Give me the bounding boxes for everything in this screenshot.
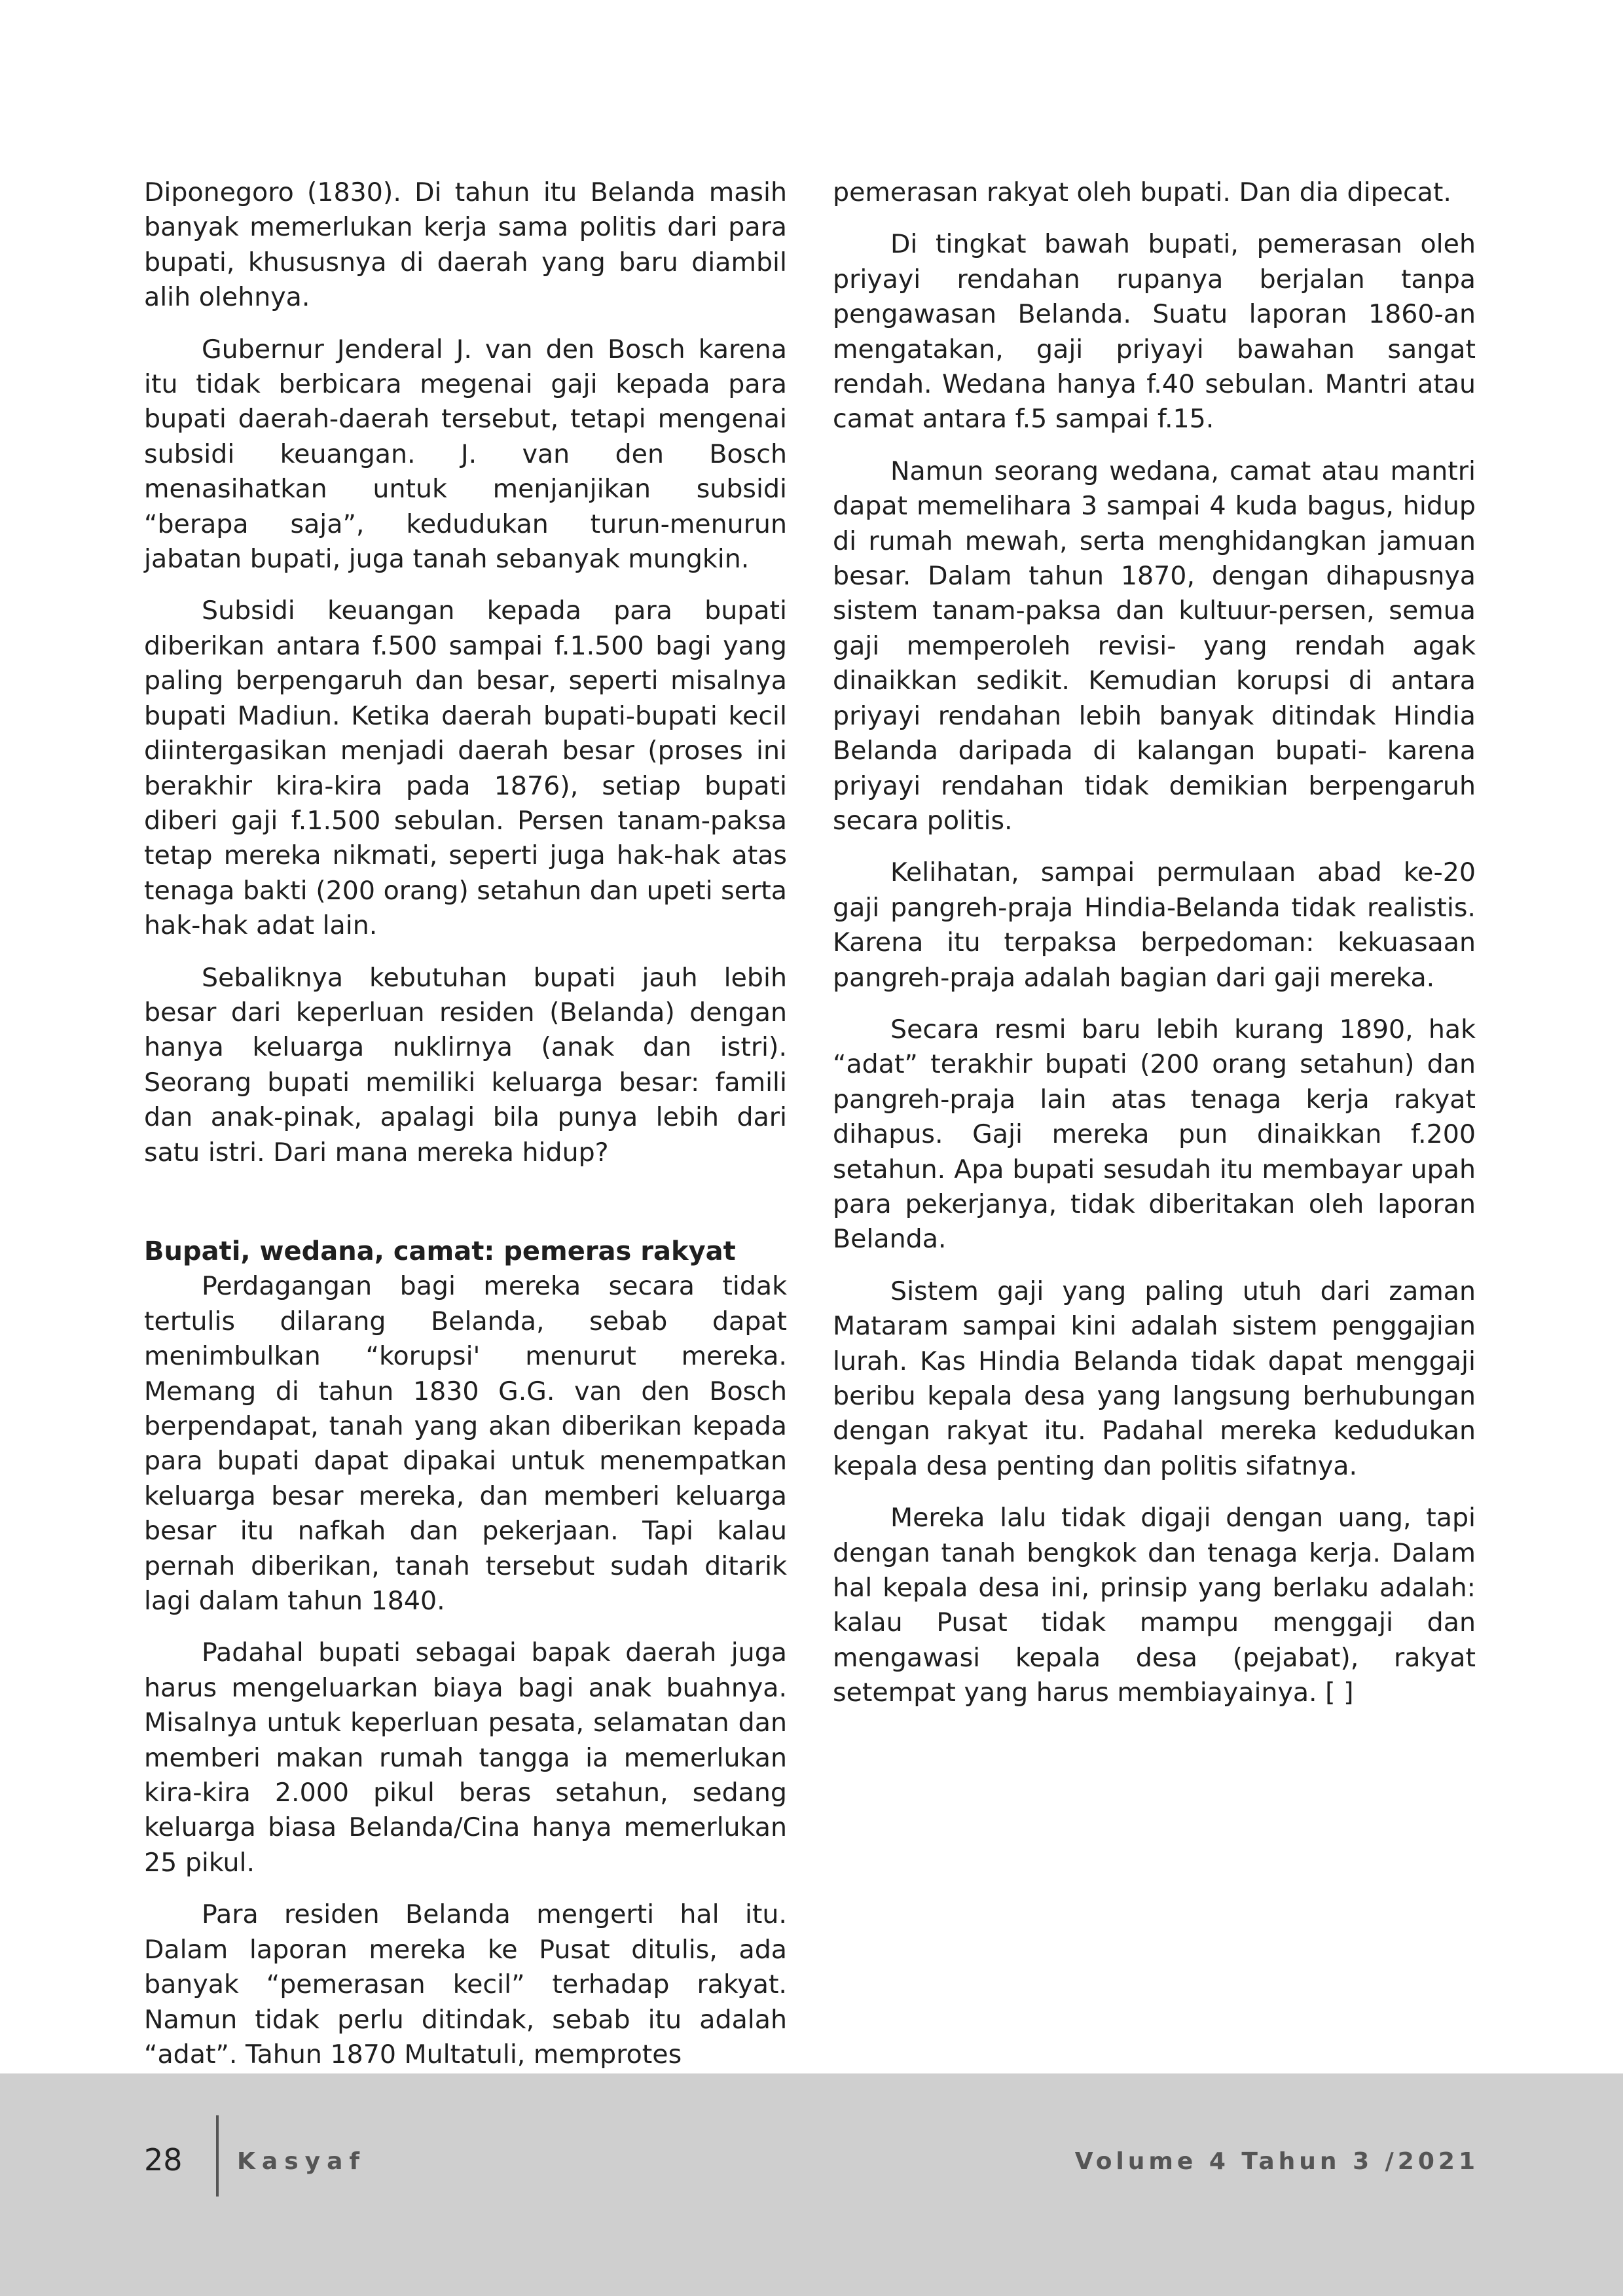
page-number: 28 bbox=[144, 2142, 183, 2178]
paragraph: Padahal bupati sebagai bapak daerah juga harus mengeluarkan biaya bagi anak buahnya. Misalnya untuk keperluan pesata, selamatan dan memberi makan rumah tangga ia memerlukan kira-kira 2.000 pikul beras setahun, sedang keluarga biasa Belanda/Cina hanya memerlukan 25 pikul. bbox=[144, 1638, 787, 1878]
paragraph: Mereka lalu tidak digaji dengan uang, tapi dengan tanah bengkok dan tenaga kerja. Dalam hal kepala desa ini, prinsip yang berlaku adalah: kalau Pusat tidak mampu menggaji dan mengawasi kepala desa (pejabat), rakyat setempat yang harus membiayainya. [ ] bbox=[833, 1503, 1476, 1708]
paragraph: Secara resmi baru lebih kurang 1890, hak “adat” terakhir bupati (200 orang setahun) dan pangreh-praja lain atas tenaga kerja rakyat dihapus. Gaji mereka pun dinaikkan f.200 setahun. Apa bupati sesudah itu membayar upah para pekerjanya, tidak diberitakan oleh laporan Belanda. bbox=[833, 1014, 1476, 1255]
paragraph: Gubernur Jenderal J. van den Bosch karena itu tidak berbicara megenai gaji kepada para bupati daerah-daerah tersebut, tetapi mengenai subsidi keuangan. J. van den Bosch menasihatkan untuk menjanjikan subsidi “berapa saja”, kedudukan turun-menurun jabatan bupati, juga tanah sebanyak mungkin. bbox=[144, 334, 787, 575]
section-heading: Bupati, wedana, camat: pemeras rakyat bbox=[144, 1236, 736, 1266]
footer-divider bbox=[216, 2115, 219, 2197]
paragraph: Di tingkat bawah bupati, pemerasan oleh priyayi rendahan rupanya berjalan tanpa pengawasan Belanda. Suatu laporan 1860-an mengatakan, gaji priyayi bawahan sangat rendah. Wedana hanya f.40 sebulan. Mantri atau camat antara f.5 sampai f.15. bbox=[833, 229, 1476, 435]
paragraph: Sebaliknya kebutuhan bupati jauh lebih besar dari keperluan residen (Belanda) dengan hanya keluarga nuklirnya (anak dan istri). Seorang bupati memiliki keluarga besar: famili dan anak-pinak, apalagi bila punya lebih dari satu istri. Dari mana mereka hidup? bbox=[144, 962, 787, 1168]
volume-info: Volume 4 Tahun 3 /2021 bbox=[1074, 2148, 1479, 2175]
left-column bbox=[144, 175, 787, 2089]
right-column bbox=[833, 175, 1476, 1728]
paragraph: Kelihatan, sampai permulaan abad ke-20 gaji pangreh-praja Hindia-Belanda tidak realistis. Karena itu terpaksa berpedoman: kekuasaan pangreh-praja adalah bagian dari gaji mereka. bbox=[833, 857, 1476, 993]
paragraph: Para residen Belanda mengerti hal itu. Dalam laporan mereka ke Pusat ditulis, ada banyak “pemerasan kecil” terhadap rakyat. Namun tidak perlu ditindak, sebab itu adalah “adat”. Tahun 1870 Multatuli, memprotes bbox=[144, 1899, 787, 2070]
journal-name: Kasyaf bbox=[237, 2148, 367, 2175]
paragraph: Diponegoro (1830). Di tahun itu Belanda masih banyak memerlukan kerja sama politis dari para bupati, khususnya di daerah yang baru diambil alih olehnya. bbox=[144, 177, 787, 313]
page-footer bbox=[0, 2073, 1623, 2296]
paragraph: Perdagangan bagi mereka secara tidak tertulis dilarang Belanda, sebab dapat menimbulkan “korupsi' menurut mereka. Memang di tahun 1830 G.G. van den Bosch berpendapat, tanah yang akan diberikan kepada para bupati dapat dipakai untuk menempatkan keluarga besar mereka, dan memberi keluarga besar itu nafkah dan pekerjaan. Tapi kalau pernah diberikan, tanah tersebut sudah ditarik lagi dalam tahun 1840. bbox=[144, 1271, 787, 1617]
paragraph: Namun seorang wedana, camat atau mantri dapat memelihara 3 sampai 4 kuda bagus, hidup di rumah mewah, serta menghidangkan jamuan besar. Dalam tahun 1870, dengan dihapusnya sistem tanam-paksa dan kultuur-persen, semua gaji memperoleh revisi- yang rendah agak dinaikkan sedikit. Kemudian korupsi di antara priyayi rendahan lebih banyak ditindak Hindia Belanda daripada di kalangan bupati- karena priyayi rendahan tidak demikian berpengaruh secara politis. bbox=[833, 456, 1476, 836]
paragraph: Subsidi keuangan kepada para bupati diberikan antara f.500 sampai f.1.500 bagi yang paling berpengaruh dan besar, seperti misalnya bupati Madiun. Ketika daerah bupati-bupati kecil diintergasikan menjadi daerah besar (proses ini berakhir kira-kira pada 1876), setiap bupati diberi gaji f.1.500 sebulan. Persen tanam-paksa tetap mereka nikmati, seperti juga hak-hak atas tenaga bakti (200 orang) setahun dan upeti serta hak-hak adat lain. bbox=[144, 596, 787, 941]
paragraph: Sistem gaji yang paling utuh dari zaman Mataram sampai kini adalah sistem penggajian lurah. Kas Hindia Belanda tidak dapat menggaji beribu kepala desa yang langsung berhubungan dengan rakyat itu. Padahal mereka kedudukan kepala desa penting dan politis sifatnya. bbox=[833, 1276, 1476, 1481]
paragraph: pemerasan rakyat oleh bupati. Dan dia dipecat. bbox=[833, 177, 1451, 207]
